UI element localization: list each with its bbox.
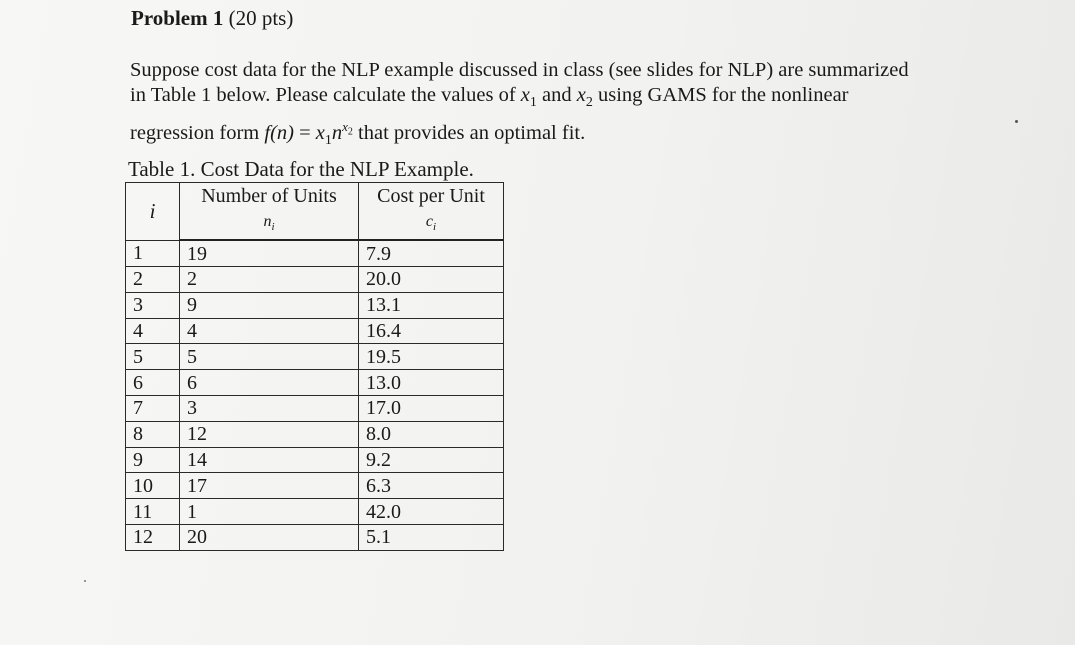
header-cost-per-unit: Cost per Unit [359, 183, 504, 210]
cell-number-of-units: 1 [180, 499, 359, 525]
statement-line-2 [130, 83, 970, 116]
cell-cost-per-unit: 5.1 [359, 524, 504, 550]
subheader-c-i [359, 210, 504, 241]
cell-i: 5 [126, 344, 180, 370]
problem-title: Problem 1 [131, 6, 224, 30]
math-x2 [576, 83, 593, 110]
cell-i: 4 [126, 318, 180, 344]
cell-cost-per-unit: 42.0 [359, 499, 504, 525]
stray-mark [1015, 120, 1018, 123]
table-row [126, 473, 504, 499]
table-header-row [126, 183, 504, 210]
cell-number-of-units: 20 [180, 524, 359, 550]
cell-i: 8 [126, 421, 180, 447]
problem-points: (20 pts) [228, 6, 294, 30]
cell-i: 3 [126, 292, 180, 318]
math-var: n [263, 213, 272, 230]
cell-number-of-units: 14 [180, 447, 359, 473]
table-row [126, 266, 504, 292]
cell-i: 2 [126, 266, 180, 292]
cell-number-of-units: 9 [180, 292, 359, 318]
cell-i: 9 [126, 447, 180, 473]
cell-number-of-units: 17 [180, 473, 359, 499]
cell-cost-per-unit: 17.0 [359, 395, 504, 421]
table-row [126, 318, 504, 344]
math-x1 [520, 83, 537, 110]
cost-data-table [125, 182, 504, 551]
cell-number-of-units: 12 [180, 421, 359, 447]
statement-text: and [536, 83, 577, 106]
math-equals: = [293, 121, 316, 144]
math-var: c [425, 213, 434, 230]
cell-number-of-units: 4 [180, 318, 359, 344]
table-row [126, 292, 504, 318]
math-subscript: i [433, 221, 437, 234]
cell-cost-per-unit: 20.0 [359, 266, 504, 292]
math-subscript: 1 [324, 133, 332, 149]
problem-heading [131, 6, 293, 31]
cell-cost-per-unit: 8.0 [359, 421, 504, 447]
stray-mark [84, 580, 86, 582]
cell-cost-per-unit: 13.1 [359, 292, 504, 318]
cell-i: 11 [126, 499, 180, 525]
math-subscript: i [271, 221, 275, 234]
problem-statement [130, 58, 970, 154]
math-subscript: 1 [529, 94, 537, 110]
cell-number-of-units: 2 [180, 266, 359, 292]
cell-i: 10 [126, 473, 180, 499]
cell-i: 6 [126, 370, 180, 396]
math-var: x [342, 119, 348, 135]
statement-line-3 [130, 115, 970, 153]
cell-i: 7 [126, 395, 180, 421]
math-var: x [315, 121, 325, 144]
cell-cost-per-unit: 6.3 [359, 473, 504, 499]
cell-cost-per-unit: 13.0 [359, 370, 504, 396]
cell-cost-per-unit: 16.4 [359, 318, 504, 344]
statement-text: using GAMS for the nonlinear [592, 83, 849, 106]
math-subscript: 2 [347, 126, 353, 138]
cell-number-of-units: 3 [180, 395, 359, 421]
math-subscript: 2 [585, 94, 593, 110]
table-row [126, 240, 504, 266]
table-row [126, 344, 504, 370]
math-var: x [576, 83, 586, 106]
cell-number-of-units: 6 [180, 370, 359, 396]
table-caption: Table 1. Cost Data for the NLP Example. [128, 157, 474, 181]
table-row [126, 370, 504, 396]
statement-line-1: Suppose cost data for the NLP example discussed in class (see slides for NLP) are summarized [130, 59, 909, 81]
cell-i: 1 [126, 240, 180, 266]
statement-text: that provides an optimal fit. [352, 121, 586, 144]
cell-number-of-units: 19 [180, 240, 359, 266]
statement-text: in Table 1 below. Please calculate the values of [130, 83, 521, 106]
cell-number-of-units: 5 [180, 344, 359, 370]
table-row [126, 524, 504, 550]
table-row [126, 421, 504, 447]
cell-cost-per-unit: 9.2 [359, 447, 504, 473]
cell-cost-per-unit: 19.5 [359, 344, 504, 370]
math-n-base: n [331, 121, 343, 144]
cell-cost-per-unit: 7.9 [359, 240, 504, 266]
math-x1-coef [315, 121, 332, 149]
math-n-arg: (n) [270, 121, 294, 144]
math-exponent [342, 119, 353, 138]
statement-text: regression form [130, 121, 265, 144]
math-f: f [264, 121, 271, 144]
table-row [126, 447, 504, 473]
cell-i: 12 [126, 524, 180, 550]
subheader-n-i [180, 210, 359, 241]
math-var: x [520, 83, 530, 106]
header-number-of-units: Number of Units [180, 183, 359, 210]
table-row [126, 499, 504, 525]
table-row [126, 395, 504, 421]
header-i: i [126, 183, 180, 241]
table-subheader-row [126, 210, 504, 241]
